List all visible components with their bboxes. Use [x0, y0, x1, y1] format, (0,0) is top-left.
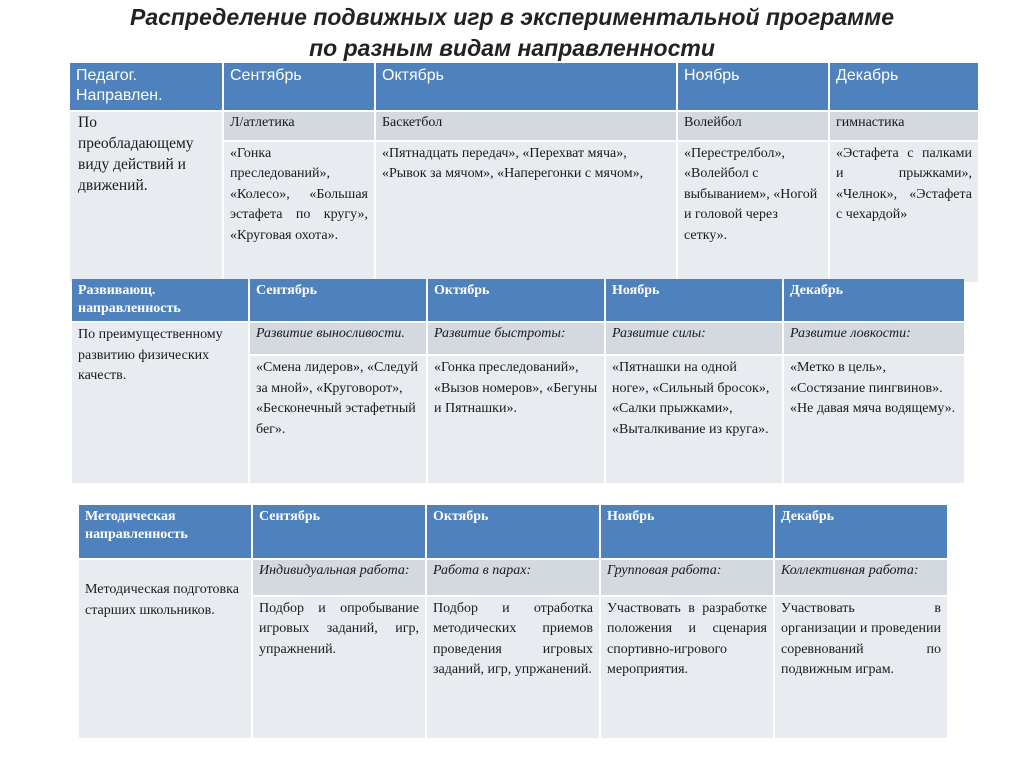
header-direction: Развивающ. направленность [72, 279, 248, 321]
table-developmental [70, 277, 966, 485]
header-row [72, 279, 964, 321]
games-september: Подбор и опробывание игровых заданий, игр, упражнений. [253, 597, 425, 738]
subheader-october: Развитие быстроты: [428, 323, 604, 354]
header-december: Декабрь [830, 63, 978, 110]
subheader-november: Волейбол [678, 112, 828, 140]
header-november: Ноябрь [606, 279, 782, 321]
subheader-september: Л/атлетика [224, 112, 374, 140]
subheader-december: Развитие ловкости: [784, 323, 964, 354]
page-title [0, 2, 1024, 64]
lead-cell: Методическая подготовка старших школьников. [79, 560, 251, 738]
games-november: «Пятнашки на одной ноге», «Сильный бросок», «Салки прыжками», «Выталкивание из круга». [606, 356, 782, 483]
lead-cell: По преимущественному развитию физических качеств. [72, 323, 248, 483]
subheader-december: гимнастика [830, 112, 978, 140]
header-direction: Педагог. Направлен. [70, 63, 222, 110]
subheader-december: Коллективная работа: [775, 560, 947, 595]
subheader-row [70, 112, 978, 140]
header-direction: Методическая направленность [79, 505, 251, 558]
subheader-october: Баскетбол [376, 112, 676, 140]
games-september: «Смена лидеров», «Следуй за мной», «Круговорот», «Бесконечный эстафетный бег». [250, 356, 426, 483]
title-line-2: по разным видам направленности [309, 35, 715, 61]
games-october: «Гонка преследований», «Вызов номеров», «Бегуны и Пятнашки». [428, 356, 604, 483]
header-october: Октябрь [427, 505, 599, 558]
subheader-september: Развитие выносливости. [250, 323, 426, 354]
header-september: Сентябрь [250, 279, 426, 321]
games-december: Участвовать в организации и проведении соревнований по подвижным играм. [775, 597, 947, 738]
table-pedagogical [68, 61, 980, 284]
subheader-september: Индивидуальная работа: [253, 560, 425, 595]
games-november: «Перестрелбол», «Волейбол с выбыванием», «Ногой и головой через сетку». [678, 142, 828, 282]
header-row [70, 63, 978, 110]
header-september: Сентябрь [224, 63, 374, 110]
table-methodical [77, 503, 949, 740]
header-december: Декабрь [775, 505, 947, 558]
games-december: «Эстафета с палками и прыжками», «Челнок», «Эстафета с чехардой» [830, 142, 978, 282]
header-november: Ноябрь [601, 505, 773, 558]
games-november: Участвовать в разработке положения и сценария спортивно-игрового мероприятия. [601, 597, 773, 738]
subheader-row [79, 560, 947, 595]
games-october: «Пятнадцать передач», «Перехват мяча», «Рывок за мячом», «Наперегонки с мячом», [376, 142, 676, 282]
subheader-november: Развитие силы: [606, 323, 782, 354]
header-row [79, 505, 947, 558]
subheader-october: Работа в парах: [427, 560, 599, 595]
header-september: Сентябрь [253, 505, 425, 558]
lead-cell: По преобладающему виду действий и движений. [70, 112, 222, 282]
header-december: Декабрь [784, 279, 964, 321]
subheader-november: Групповая работа: [601, 560, 773, 595]
games-december: «Метко в цель», «Состязание пингвинов». «Не давая мяча водящему». [784, 356, 964, 483]
title-line-1: Распределение подвижных игр в экспериментальной программе [130, 4, 894, 30]
header-october: Октябрь [376, 63, 676, 110]
header-november: Ноябрь [678, 63, 828, 110]
header-october: Октябрь [428, 279, 604, 321]
games-october: Подбор и отработка методических приемов проведения игровых заданий, игр, упржанений. [427, 597, 599, 738]
subheader-row [72, 323, 964, 354]
games-september: «Гонка преследований», «Колесо», «Большая эстафета по кругу», «Круговая охота». [224, 142, 374, 282]
